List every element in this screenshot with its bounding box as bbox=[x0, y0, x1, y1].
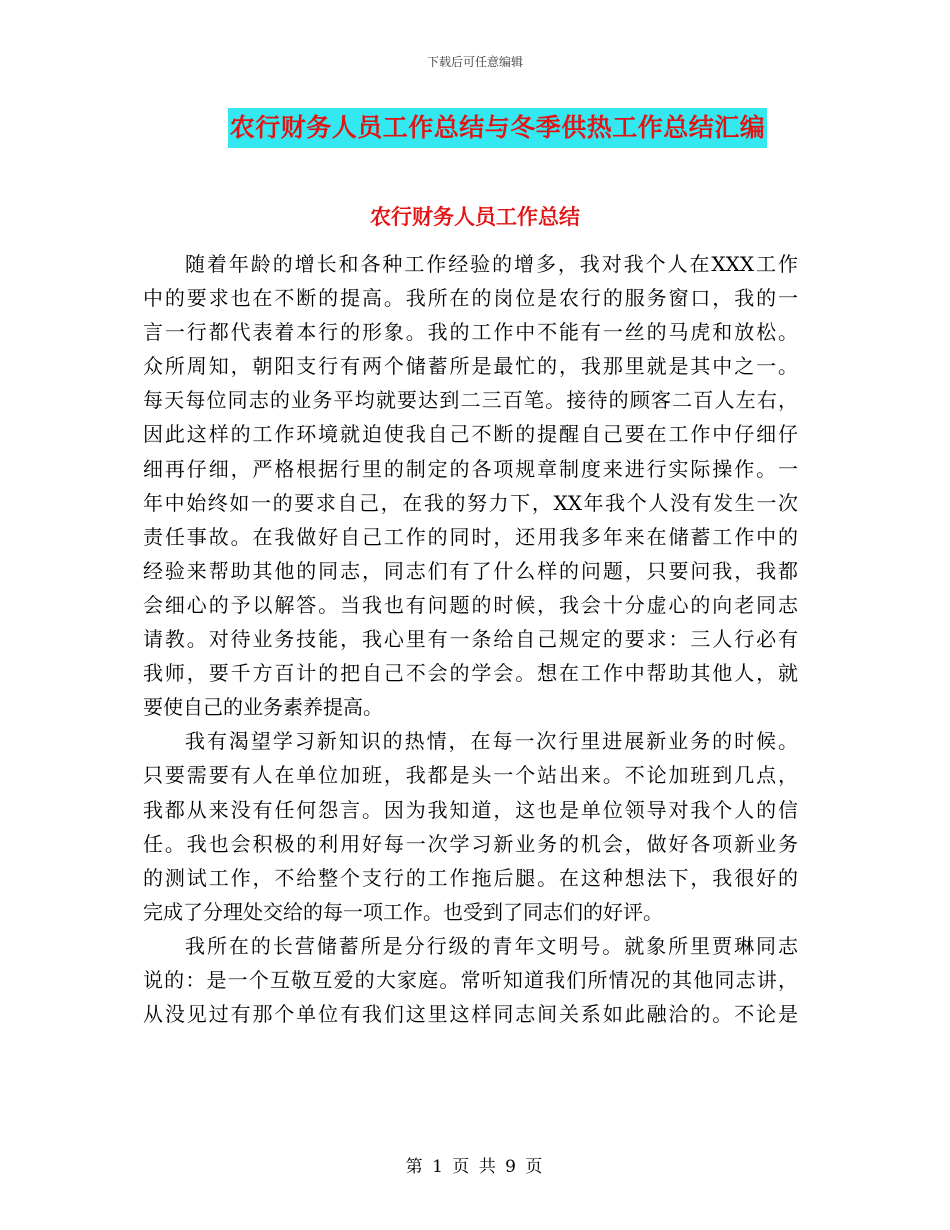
text-line: 的测试工作，不给整个支行的工作拖后腿。在这种想法下，我很好的 bbox=[143, 865, 798, 890]
text-line: 众所周知，朝阳支行有两个储蓄所是最忙的，我那里就是其中之一。 bbox=[143, 354, 798, 379]
text-line: 因此这样的工作环境就迫使我自己不断的提醒自己要在工作中仔细仔 bbox=[143, 422, 798, 447]
text-line: 随着年龄的增长和各种工作经验的增多，我对我个人在XXX工作 bbox=[185, 252, 798, 276]
body-text bbox=[143, 247, 798, 1031]
section-title: 农行财务人员工作总结 bbox=[370, 205, 580, 229]
page-footer: 第 1 页 共 9 页 bbox=[405, 1157, 545, 1177]
text-line: 责任事故。在我做好自己工作的同时，还用我多年来在储蓄工作中的 bbox=[143, 524, 798, 549]
document-title: 农行财务人员工作总结与冬季供热工作总结汇编 bbox=[228, 108, 768, 148]
text-line: 言一行都代表着本行的形象。我的工作中不能有一丝的马虎和放松。 bbox=[143, 320, 798, 345]
text-line: 经验来帮助其他的同志，同志们有了什么样的问题，只要问我，我都 bbox=[143, 558, 798, 583]
text-line: 从没见过有那个单位有我们这里这样同志间关系如此融洽的。不论是 bbox=[143, 1002, 798, 1027]
text-line: 请教。对待业务技能，我心里有一条给自己规定的要求：三人行必有 bbox=[143, 627, 798, 652]
text-line: 任。我也会积极的利用好每一次学习新业务的机会，做好各项新业务 bbox=[143, 831, 798, 856]
text-line: 每天每位同志的业务平均就要达到二三百笔。接待的顾客二百人左右， bbox=[143, 388, 798, 413]
text-line: 我都从来没有任何怨言。因为我知道，这也是单位领导对我个人的信 bbox=[143, 797, 798, 822]
header-note: 下载后可任意编辑 bbox=[426, 55, 523, 69]
text-line: 只要需要有人在单位加班，我都是头一个站出来。不论加班到几点， bbox=[143, 763, 798, 788]
text-line: 要使自己的业务素养提高。 bbox=[143, 695, 383, 720]
document-title-wrap bbox=[0, 108, 950, 148]
text-line: 我所在的长营储蓄所是分行级的青年文明号。就象所里贾琳同志 bbox=[185, 933, 798, 958]
text-line: 我师，要千方百计的把自己不会的学会。想在工作中帮助其他人，就 bbox=[143, 661, 798, 686]
text-line: 细再仔细，严格根据行里的制定的各项规章制度来进行实际操作。一 bbox=[143, 456, 798, 481]
text-line: 中的要求也在不断的提高。我所在的岗位是农行的服务窗口，我的一 bbox=[143, 286, 798, 311]
text-line: 完成了分理处交给的每一项工作。也受到了同志们的好评。 bbox=[143, 899, 663, 924]
text-line: 会细心的予以解答。当我也有问题的时候，我会十分虚心的向老同志 bbox=[143, 592, 798, 617]
text-line: 说的：是一个互敬互爱的大家庭。常听知道我们所情况的其他同志讲， bbox=[143, 967, 798, 992]
text-line: 我有渴望学习新知识的热情，在每一次行里进展新业务的时候。 bbox=[185, 729, 798, 754]
text-line: 年中始终如一的要求自己，在我的努力下，XX年我个人没有发生一次 bbox=[143, 490, 798, 515]
